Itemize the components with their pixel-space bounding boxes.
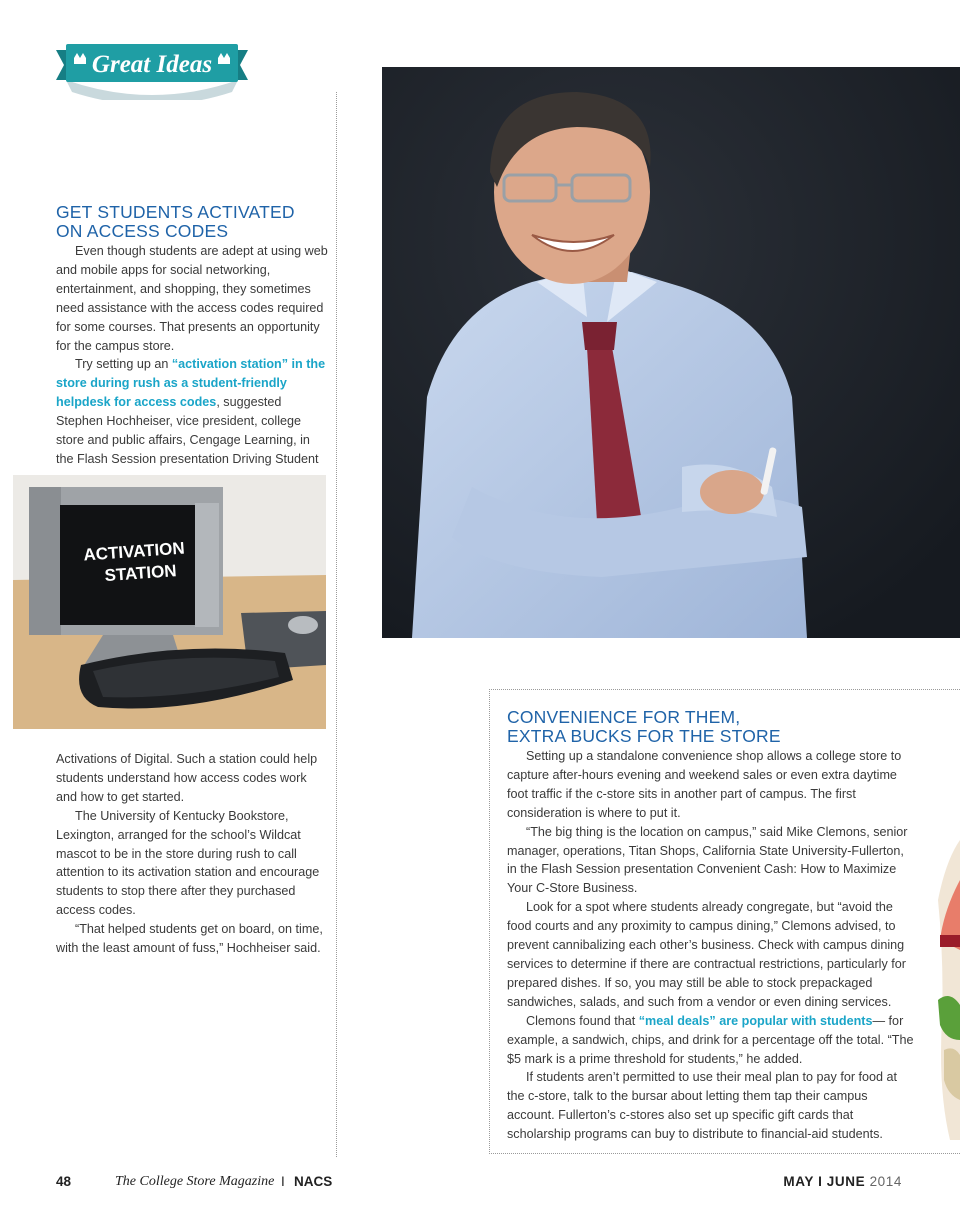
article2-body: [507, 747, 917, 1144]
article1-paragraph: Activations of Digital. Such a station could help students understand how access codes work and how to get started.: [56, 752, 318, 804]
article1-heading: GET STUDENTS ACTIVATED ON ACCESS CODES: [56, 202, 295, 241]
activation-station-photo: [13, 475, 326, 729]
food-photo-edge: [936, 840, 960, 1140]
article2-paragraph: Setting up a standalone convenience shop allows a college store to capture after-hours evening and weekend sales or even extra daytime foot traffic if the c-store sits in another part of campus. The first consideration is where to put it.: [507, 749, 902, 820]
banner-text: Great Ideas: [91, 51, 213, 78]
article2-highlight: “meal deals” are popular with students: [638, 1013, 873, 1028]
article1-body-bottom: [56, 750, 330, 958]
article1-body-top: [56, 242, 330, 469]
screen-text: STATION: [103, 561, 178, 586]
page-number: 48: [56, 1174, 72, 1189]
article2-paragraph: Clemons found that “meal deals” are popular with students— for example, a sandwich, chips, and drink for a percentage off the total. “The $5 mark is a prime threshold for students,” he added.: [507, 1013, 914, 1066]
footer-separator: I: [281, 1174, 285, 1189]
magazine-title: The College Store Magazine: [115, 1174, 275, 1189]
issue-date: MAY I JUNE 2014: [783, 1174, 902, 1189]
article2-paragraph: “The big thing is the location on campus,” said Mike Clemons, senior manager, operations, Titan Shops, California State University-Fullerton, in the Flash Session presentation Convenient Cash: How to Maximize Your C-Store Business.: [507, 824, 908, 896]
article2-heading: CONVENIENCE FOR THEM, EXTRA BUCKS FOR THE STORE: [507, 707, 781, 746]
column-divider: [336, 92, 337, 1157]
article1-paragraph: Even though students are adept at using web and mobile apps for social networking, entertainment, and shopping, they sometimes need assistance with the access codes required for some courses. That presents an opportunity for the campus store.: [56, 244, 328, 353]
portrait-photo: [382, 67, 960, 638]
article2-paragraph: Look for a spot where students already congregate, but “avoid the food courts and any proximity to campus dining,” Clemons advised, to prevent cannibalizing each other’s business. Check with campus dining services to determine if there are contractual restrictions, particularly for prepared dishes. If so, you may still be able to stock prepackaged sandwiches, salads, and such from a vendor or even dining services.: [507, 900, 906, 1009]
article2-paragraph: If students aren’t permitted to use their meal plan to pay for food at the c-store, talk to the bursar about letting them tap their campus account. Fullerton’s c-stores also set up specific gift cards that scholarship programs can buy to distribute to financial-aid students.: [507, 1070, 898, 1142]
article1-paragraph: Try setting up an “activation station” in the store during rush as a student-friendly helpdesk for access codes, suggested Stephen Hochheiser, vice president, college store and public affairs, Cengage Learning, in the Flash Session presentation Driving Student: [56, 357, 326, 466]
article1-paragraph: “That helped students get on board, on time, with the least amount of fuss,” Hochheiser said.: [56, 922, 323, 956]
screen-text: ACTIVATION: [82, 538, 186, 565]
publisher-name: NACS: [294, 1174, 333, 1189]
great-ideas-banner: [56, 40, 248, 100]
article1-highlight: “activation station” in the store during rush as a student-friendly helpdesk for access codes: [56, 357, 326, 410]
article1-paragraph: The University of Kentucky Bookstore, Lexington, arranged for the school’s Wildcat mascot to be in the store during rush to call attention to its activation station and encourage students to stop there after they purchased access codes.: [56, 808, 320, 918]
